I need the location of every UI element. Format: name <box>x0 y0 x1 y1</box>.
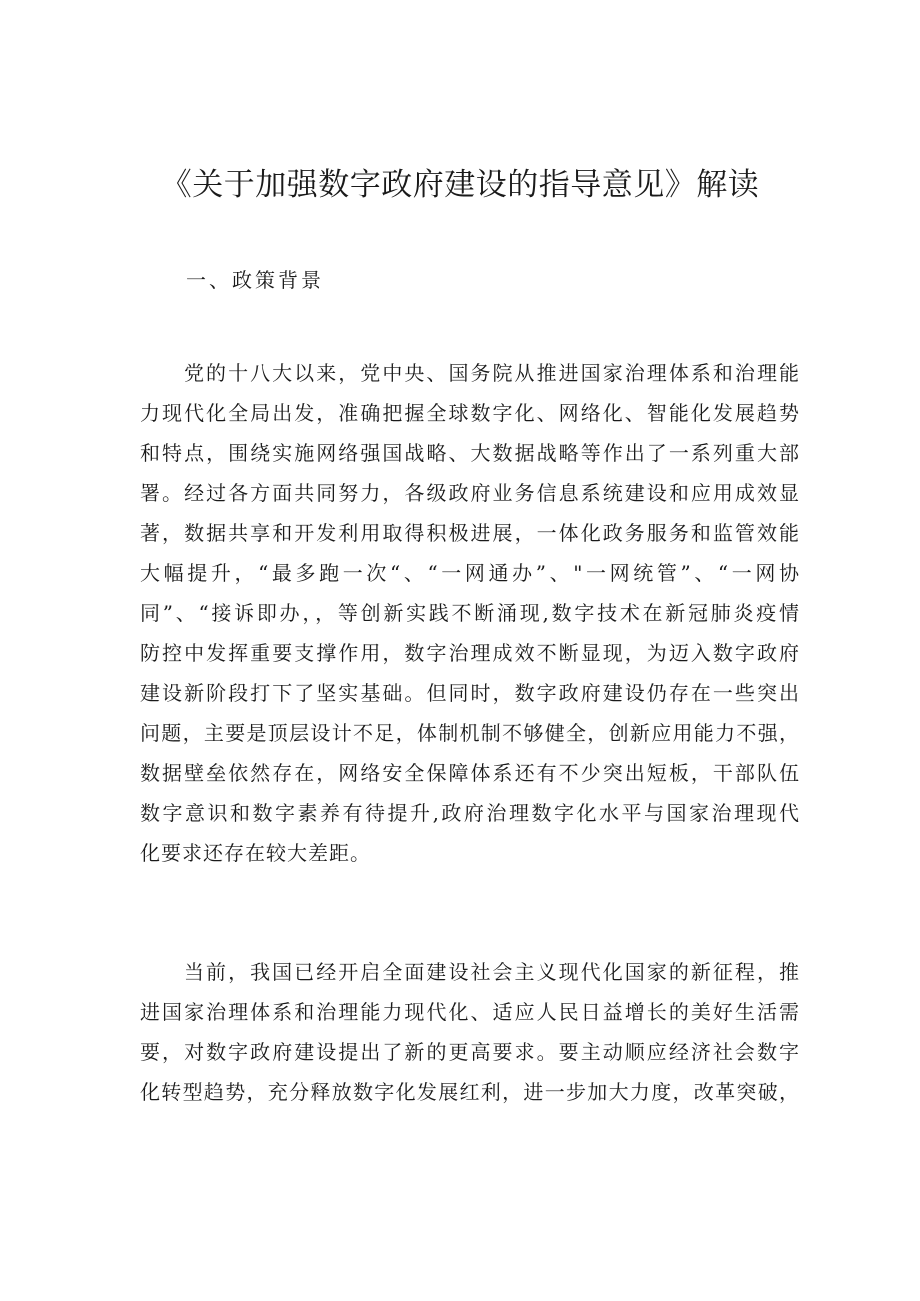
body-paragraph <box>140 353 800 873</box>
paragraph-line: 问题，主要是顶层设计不足，体制机制不够健全，创新应用能力不强， <box>140 721 800 745</box>
paragraph-line: 署。经过各方面共同努力，各级政府业务信息系统建设和应用成效显 <box>140 481 800 505</box>
paragraph-line: 力现代化全局出发，准确把握全球数字化、网络化、智能化发展趋势 <box>140 401 800 425</box>
paragraph-line: 化要求还存在较大差距。 <box>140 841 371 865</box>
paragraph-line: 建设新阶段打下了坚实基础。但同时，数字政府建设仍存在一些突出 <box>140 681 800 705</box>
paragraph-line: 数据壁垒依然存在，网络安全保障体系还有不少突出短板，干部队伍 <box>140 761 800 785</box>
document-title: 《关于加强数字政府建设的指导意见》解读 <box>160 167 760 203</box>
paragraph-line: 和特点，围绕实施网络强国战略、大数据战略等作出了一系列重大部 <box>140 441 800 465</box>
paragraph-line: 防控中发挥重要支撑作用，数字治理成效不断显现，为迈入数字政府 <box>140 641 800 665</box>
paragraph-line: 进国家治理体系和治理能力现代化、适应人民日益增长的美好生活需 <box>140 1000 800 1024</box>
paragraph-line: 要，对数字政府建设提出了新的更高要求。要主动顺应经济社会数字 <box>140 1040 800 1064</box>
paragraph-line: 党的十八大以来，党中央、国务院从推进国家治理体系和治理能 <box>184 361 800 385</box>
paragraph-line: 同”、“接诉即办，，等创新实践不断涌现,数字技术在新冠肺炎疫情 <box>140 601 800 625</box>
paragraph-line: 化转型趋势，充分释放数字化发展红利，进一步加大力度，改革突破， <box>140 1080 800 1104</box>
paragraph-line: 数字意识和数字素养有待提升,政府治理数字化水平与国家治理现代 <box>140 801 800 825</box>
body-paragraph <box>140 952 800 1112</box>
paragraph-line: 当前，我国已经开启全面建设社会主义现代化国家的新征程，推 <box>184 960 800 984</box>
paragraph-line: 著，数据共享和开发利用取得积极进展，一体化政务服务和监管效能 <box>140 521 800 545</box>
paragraph-line: 大幅提升，“最多跑一次“、“一网通办”、"一网统管”、“一网协 <box>140 561 800 585</box>
section-heading: 一、政策背景 <box>186 268 324 292</box>
